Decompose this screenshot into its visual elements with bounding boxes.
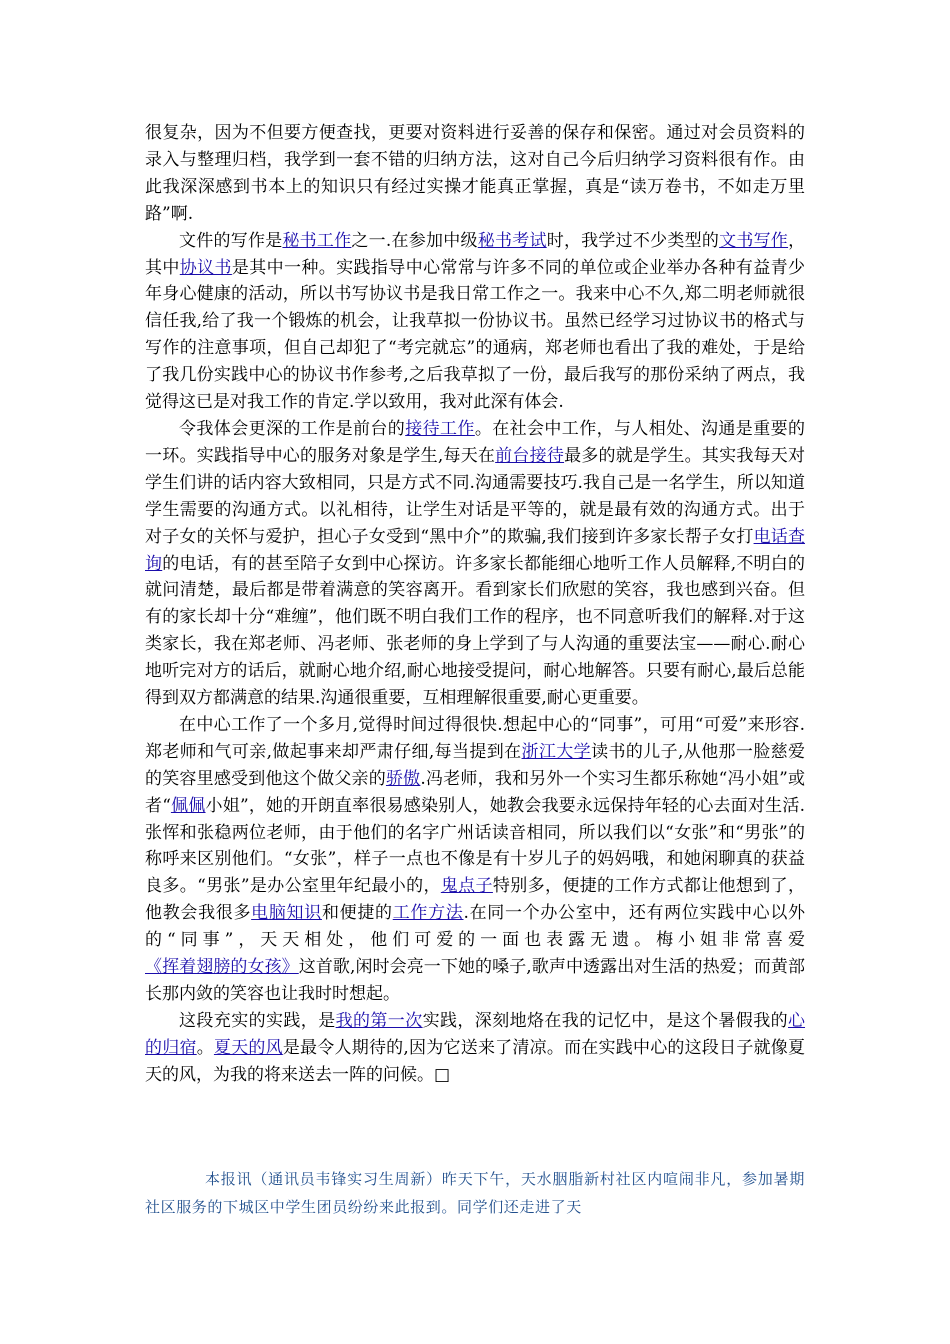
article-paragraph bbox=[145, 712, 805, 1008]
inline-link[interactable]: 心的归宿 bbox=[145, 1010, 806, 1058]
paragraph-text: 是最令人期待的,因为它送来了清凉。而在实践中心的这段日子就像夏天的风，为我的将来送去一阵的问候。□ bbox=[145, 1037, 806, 1085]
inline-link[interactable]: 骄傲 bbox=[385, 768, 421, 789]
inline-link[interactable]: 浙江大学 bbox=[521, 741, 592, 762]
inline-link[interactable]: 电脑知识 bbox=[251, 903, 322, 924]
paragraph-text: 之一.在参加中级 bbox=[351, 230, 478, 251]
paragraph-text: 很复杂，因为不但要方便查找，更要对资料进行妥善的保存和保密。通过对会员资料的录入与整理归档，我学到一套不错的归纳方法，这对自己今后归纳学习资料很有作。由此我深深感到书本上的知识只有经过实操才能真正掌握，真是“读万卷书，不如走万里路”啊. bbox=[145, 123, 805, 224]
inline-link[interactable]: 秘书考试 bbox=[477, 230, 547, 251]
paragraph-text: 时，我学过不少类型的 bbox=[546, 230, 720, 251]
paragraph-text: 特别多，便捷的工作方式都让他想到了，他教会我很多 bbox=[145, 876, 805, 924]
inline-link[interactable]: 电话查询 bbox=[145, 526, 805, 574]
paragraph-text: 和便捷的 bbox=[321, 903, 393, 924]
paragraph-text: 的电话，有的甚至陪子女到中心探访。许多家长都能细心地听工作人员解释,不明白的就问清楚，最后都是带着满意的笑容离开。看到家长们欣慰的笑容，我也感到兴奋。但有的家长却十分“难缠”，他们既不明白我们工作的程序，也不同意听我们的解释.对于这类家长，我在郑老师、冯老师、张老师的身上学到了与人沟通的重要法宝——耐心.耐心地听完对方的话后，就耐心地介绍,耐心地接受提问，耐心地解答。只要有耐心,最后总能得到双方都满意的结果.沟通很重要，互相理解很重要,耐心更重要。 bbox=[145, 553, 806, 709]
article-paragraph bbox=[145, 1008, 805, 1089]
paragraph-text: .冯老师，我和另外一个实习生都乐称她“冯小姐”或者“ bbox=[145, 768, 805, 816]
paragraph-text: 小姐”，她的开朗直率很易感染别人，她教会我要永远保持年轻的心去面对生活.张恽和张稳两位老师，由于他们的名字广州话读音相同，所以我们以“女张”和“男张”的称呼来区别他们。“女张”，样子一点也不像是有十岁儿子的妈妈哦，和她闲聊真的获益良多。“男张”是办公室里年纪最小的， bbox=[145, 795, 806, 897]
inline-link[interactable]: 秘书工作 bbox=[282, 230, 352, 251]
article-body bbox=[145, 120, 805, 1089]
paragraph-text: 读书的儿子,从他那一脸慈爱的笑容里感受到他这个做父亲的 bbox=[145, 741, 806, 789]
article-paragraph bbox=[145, 120, 805, 228]
inline-link[interactable]: 接待工作 bbox=[405, 418, 475, 439]
paragraph-text: ，其中 bbox=[145, 230, 806, 278]
inline-link[interactable]: 《挥着翅膀的女孩》 bbox=[145, 957, 299, 978]
inline-link[interactable]: 鬼点子 bbox=[440, 876, 493, 897]
paragraph-text: 这首歌,闲时会亮一下她的嗓子,歌声中透露出对生活的热爱；而黄部长那内敛的笑容也让我时时想起。 bbox=[145, 957, 806, 1004]
inline-link[interactable]: 夏天的风 bbox=[213, 1037, 283, 1058]
paragraph-text: 实践，深刻地烙在我的记忆中，是这个暑假我的 bbox=[422, 1010, 789, 1031]
inline-link[interactable]: 文书写作 bbox=[719, 230, 789, 251]
inline-link[interactable]: 我的第一次 bbox=[335, 1010, 423, 1031]
inline-link[interactable]: 佩佩 bbox=[170, 795, 206, 816]
paragraph-text: 。 bbox=[196, 1037, 214, 1058]
paragraph-text: 在中心工作了一个多月,觉得时间过得很快.想起中心的“同事”，可用“可爱”来形容.郑老师和气可亲,做起事来却严肃仔细,每当提到在 bbox=[145, 714, 805, 762]
paragraph-text: 这段充实的实践，是 bbox=[179, 1010, 336, 1031]
article-paragraph bbox=[145, 228, 805, 416]
paragraph-text: 是其中一种。实践指导中心常常与许多不同的单位或企业举办各种有益青少年身心健康的活动，所以书写协议书是我日常工作之一。我来中心不久,郑二明老师就很信任我,给了我一个锻炼的机会，让我草拟一份协议书。虽然已经学习过协议书的格式与写作的注意事项，但自己却犯了“考完就忘”的通病，郑老师也看出了我的难处，于是给了我几份实践中心的协议书作参考,之后我草拟了一份，最后我写的那份采纳了两点，我觉得这已是对我工作的肯定.学以致用，我对此深有体会. bbox=[145, 257, 806, 413]
inline-link[interactable]: 协议书 bbox=[179, 257, 232, 278]
paragraph-text: 文件的写作是 bbox=[179, 230, 283, 251]
news-excerpt: 本报讯（通讯员韦锋实习生周新）昨天下午，天水胭脂新村社区内喧闹非凡，参加暑期社区服务的下城区中学生团员纷纷来此报到。同学们还走进了天 bbox=[145, 1170, 805, 1216]
paragraph-text: 令我体会更深的工作是前台的 bbox=[179, 418, 406, 439]
paragraph-text: .在同一个办公室中，还有两位实践中心以外的“同事”，天天相处，他们可爱的一面也表露无遗。梅小姐非常喜爱 bbox=[145, 903, 806, 951]
article-paragraph bbox=[145, 416, 805, 712]
paragraph-text: 最多的就是学生。其实我每天对学生们讲的话内容大致相同，只是方式不同.沟通需要技巧.我自己是一名学生，所以知道学生需要的沟通方式。以礼相待，让学生对话是平等的，就是最有效的沟通方式。出于对子女的关怀与爱护，担心子女受到“黑中介”的欺骗,我们接到许多家长帮子女打 bbox=[145, 445, 806, 547]
inline-link[interactable]: 工作方法 bbox=[392, 903, 464, 924]
inline-link[interactable]: 前台接待 bbox=[495, 445, 565, 466]
paragraph-text: 。在社会中工作，与人相处、沟通是重要的一环。实践指导中心的服务对象是学生,每天在 bbox=[145, 418, 806, 466]
